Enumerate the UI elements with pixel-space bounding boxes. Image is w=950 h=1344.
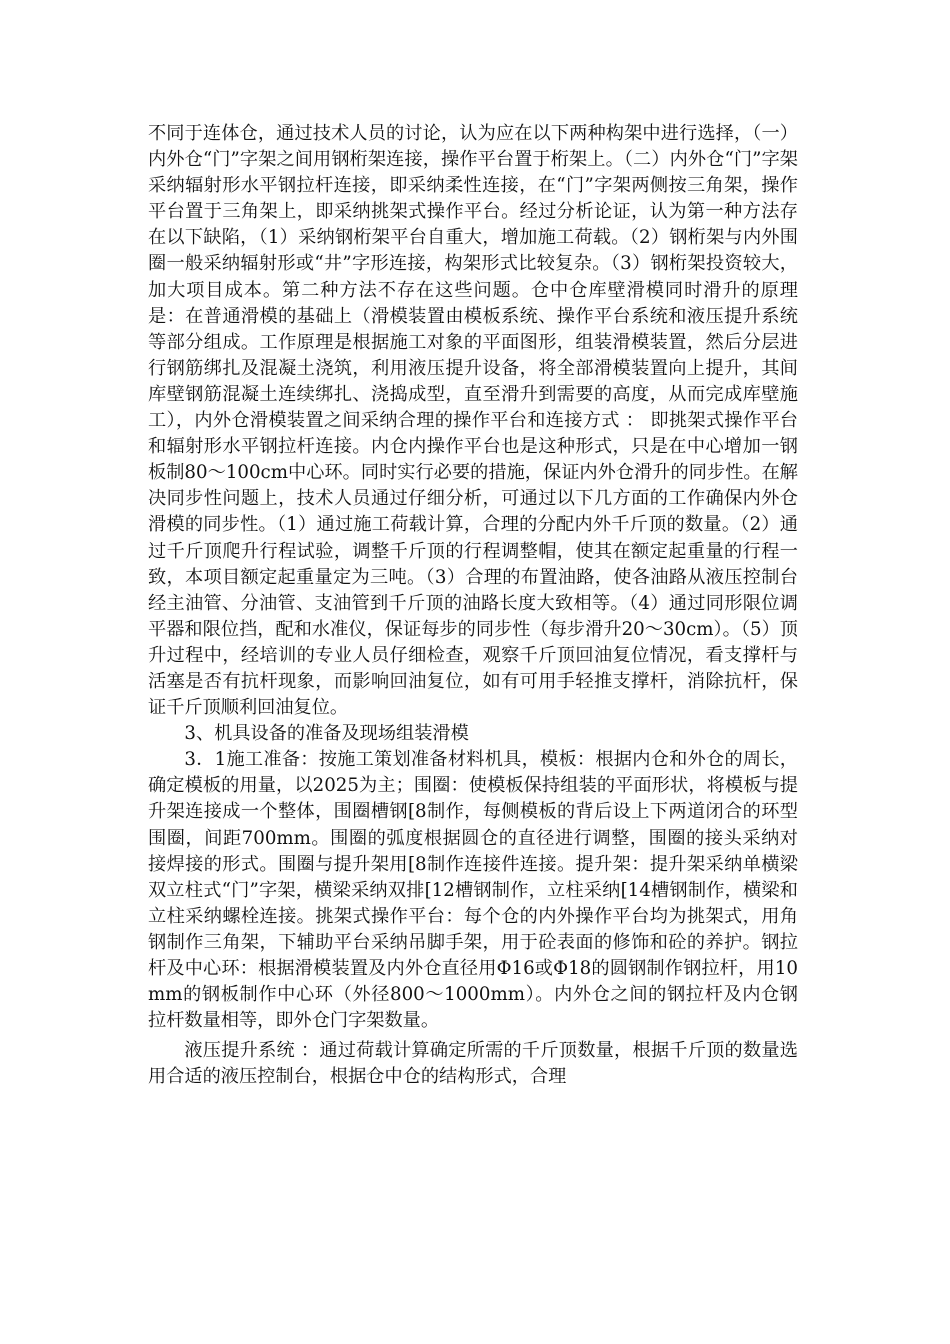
body-paragraph-hydraulic-system: 液压提升系统 ：通过荷载计算确定所需的千斤顶数量，根据千斤顶的数量选用合适的液压控制台，根据仓中仓的结构形式，合理 (148, 1040, 798, 1088)
document-page (148, 121, 798, 1090)
section-heading-equipment-preparation: 3、机具设备的准备及现场组装滑模 (184, 723, 469, 745)
body-paragraph-construction-principle: 不同于连体仓，通过技术人员的讨论，认为应在以下两种构架中进行选择，（一）内外仓“门”字架之间用钢桁架连接，操作平台置于桁架上。（二）内外仓“门”字架采纳辐射形水平钢拉杆连接，即采纳柔性连接，在“门”字架两侧按三角架，操作平台置于三角架上，即采纳挑架式操作平台。经过分析论证，认为第一种方法存在以下缺陷，（1）采纳钢桁架平台自重大，增加施工荷载。（2）钢桁架与内外围圈一般采纳辐射形或“井”字形连接，构架形式比较复杂。（3）钢桁架投资较大，加大项目成本。第二种方法不存在这些问题。仓中仓库壁滑模同时滑升的原理是：在普通滑模的基础上（滑模装置由模板系统、操作平台系统和液压提升系统等部分组成。工作原理是根据施工对象的平面图形，组装滑模装置，然后分层进行钢筋绑扎及混凝土浇筑，利用液压提升设备，将全部滑模装置向上提升，其间库壁钢筋混凝土连续绑扎、浇捣成型，直至滑升到需要的高度，从而完成库壁施工），内外仓滑模装置之间采纳合理的操作平台和连接方式 ： 即挑架式操作平台和辐射形水平钢拉杆连接。内仓内操作平台也是这种形式，只是在中心增加一钢板制80～100cm中心环。同时实行必要的措施，保证内外仓滑升的同步性。在解决同步性问题上，技术人员通过仔细分析，可通过以下几方面的工作确保内外仓滑模的同步性。（1）通过施工荷载计算，合理的分配内外千斤顶的数量。（2）通过千斤顶爬升行程试验，调整千斤顶的行程调整帽，使其在额定起重量的行程一致，本项目额定起重量定为三吨。（3）合理的布置油路，使各油路从液压控制台经主油管、分油管、支油管到千斤顶的油路长度大致相等。（4）通过同形限位调平器和限位挡，配和水准仪，保证每步的同步性（每步滑升20～30cm）。（5）顶升过程中，经培训的专业人员仔细检查，观察千斤顶回油复位情况，看支撑杆与活塞是否有抗杆现象，而影响回油复位，如有可用手轻推支撑杆，消除抗杆，保证千斤顶顺利回油复位。 (148, 123, 798, 719)
body-paragraph-construction-preparation: 3．1施工准备：按施工策划准备材料机具，模板：根据内仓和外仓的周长，确定模板的用量，以2025为主；围圈：使模板保持组装的平面形状，将模板与提升架连接成一个整体，围圈槽钢[8制作，每侧模板的背后设上下两道闭合的环型围圈，间距700mm。围圈的弧度根据圆仓的直径进行调整，围圈的接头采纳对接焊接的形式。围圈与提升架用[8制作连接件连接。提升架：提升架采纳单横梁双立柱式“门”字架，横梁采纳双排[12槽钢制作，立柱采纳[14槽钢制作，横梁和立柱采纳螺栓连接。挑架式操作平台：每个仓的内外操作平台均为挑架式，用角钢制作三角架，下辅助平台采纳吊脚手架，用于砼表面的修饰和砼的养护。钢拉杆及中心环：根据滑模装置及内外仓直径用Φ16或Φ18的圆钢制作钢拉杆，用10mm的钢板制作中心环（外径800～1000mm）。内外仓之间的钢拉杆及内仓钢拉杆数量相等，即外仓门字架数量。 (148, 749, 798, 1032)
